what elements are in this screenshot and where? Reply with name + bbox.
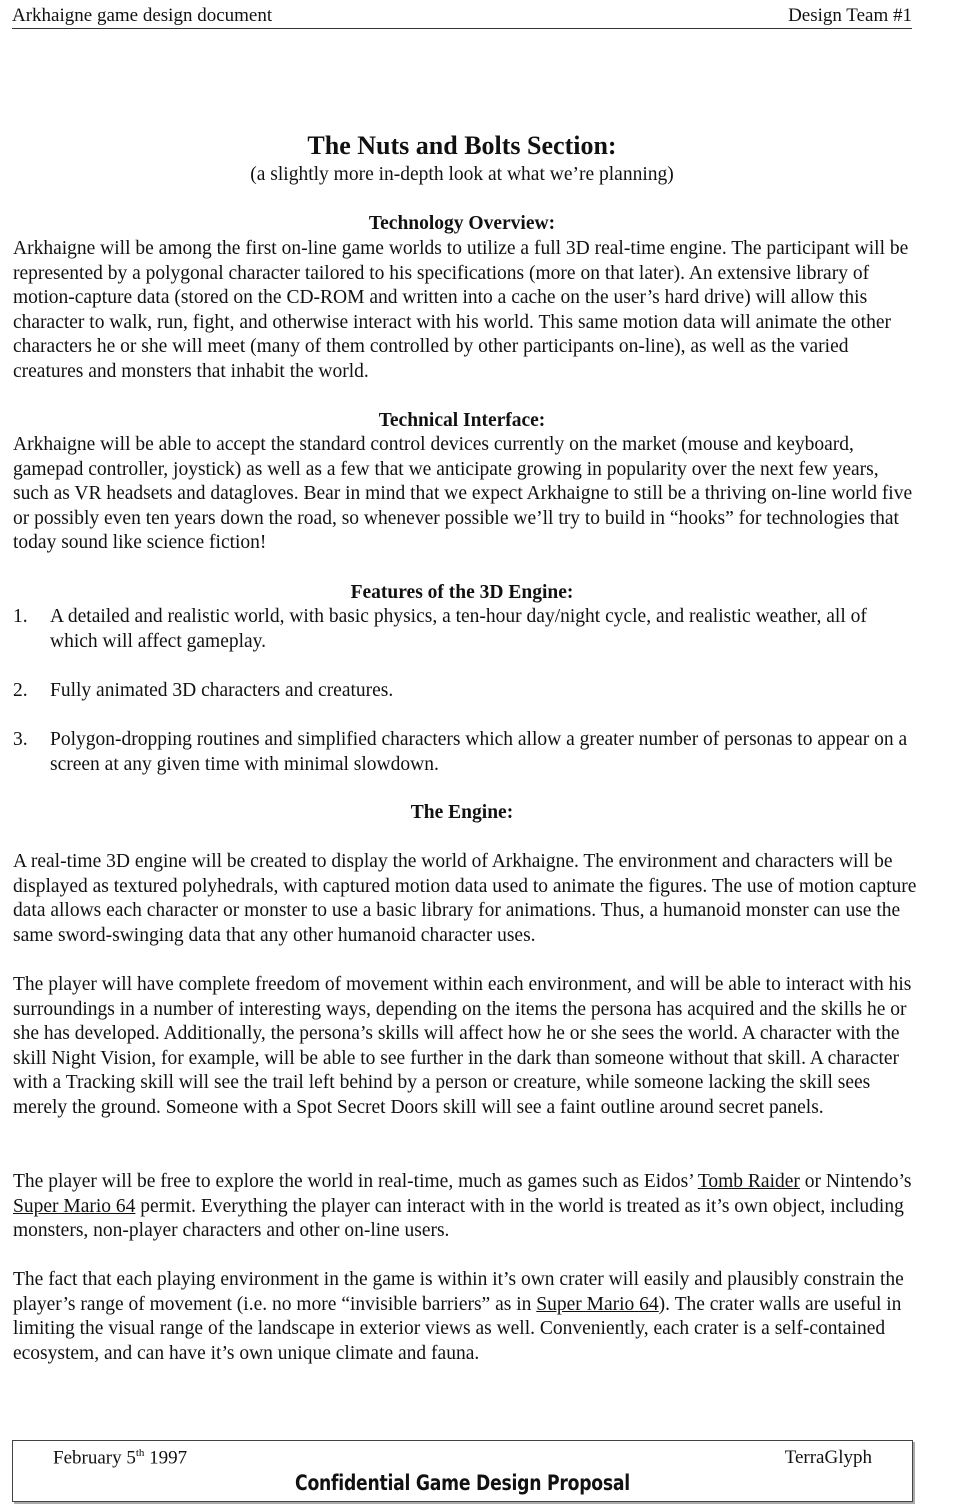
heading-features: Features of the 3D Engine: xyxy=(350,582,574,603)
game-title-super-mario-64: Super Mario 64 xyxy=(536,1293,659,1315)
page-header xyxy=(12,2,912,29)
list-text-content: A detailed and realistic world, with basic physics, a ten-hour day/night cycle, and realistic weather, all of which will affect gameplay. xyxy=(50,606,867,652)
date-text: February 5 xyxy=(53,1447,136,1469)
date-year: 1997 xyxy=(144,1447,188,1469)
paragraph-engine-4 xyxy=(13,1268,918,1366)
text-run: The fact that each playing environment in the game is within it’s own crater will easily and plausibly constrain the player’s range of movement (i.e. no more “invisible barriers” as in xyxy=(13,1269,904,1315)
header-doc-title: Arkhaigne game design document xyxy=(12,5,273,26)
heading-engine: The Engine: xyxy=(410,802,514,823)
list-number: 2. xyxy=(13,680,28,701)
list-text xyxy=(50,605,918,654)
footer-company: TerraGlyph xyxy=(784,1447,872,1468)
heading-technology-overview: Technology Overview: xyxy=(368,213,556,234)
list-text: Fully animated 3D characters and creatures. xyxy=(50,680,394,701)
list-text: Polygon-dropping routines and simplified characters which allow a greater number of personas to appear on a screen at any given time with minimal slowdown. xyxy=(50,729,908,775)
section-subtitle: (a slightly more in-depth look at what we’re planning) xyxy=(250,164,674,185)
text-run: or Nintendo’s xyxy=(799,1171,912,1192)
game-title-tomb-raider: Tomb Raider xyxy=(697,1171,800,1192)
text-run: ). The crater walls are useful in limiting the visual range of the landscape in exterior views as well. Conveniently, each crater is a self-contained ecosystem, and can have it’s own unique climate and fauna. xyxy=(13,1293,902,1364)
game-title-super-mario-64: Super Mario 64 xyxy=(13,1195,136,1217)
list-number: 3. xyxy=(13,729,28,750)
text-run: permit. Everything the player can interact with in the world is treated as it’s own object, including monsters, non-player characters and other on-line users. xyxy=(13,1195,904,1242)
paragraph-technology-overview: Arkhaigne will be among the first on-line game worlds to utilize a full 3D real-time engine. The participant will be represented by a polygonal character tailored to his specifications (more on that later). An extensive library of motion-capture data (stored on the CD-ROM and written into a cache on the user’s hard drive) will allow this character to walk, run, fight, and otherwise interact with his world. This same motion data will animate the other characters he or she will meet (many of them controlled by other participants on-line), as well as the varied creatures and monsters that inhabit the world. xyxy=(13,238,909,382)
footer-date xyxy=(53,1447,187,1469)
section-title: The Nuts and Bolts Section: xyxy=(307,131,617,160)
paragraph-engine-3 xyxy=(13,1170,918,1244)
paragraph-engine-2: The player will have complete freedom of movement within each environment, and will be able to interact with his surroundings in a number of interesting ways, depending on the items the persona has acquired and the skills he or she has developed. Additionally, the persona’s skills will affect how he or she sees the world. A character with the skill Night Vision, for example, will be able to see further in the dark than someone without that skill. A character with a Tracking skill will see the trail left behind by a person or creature, while someone lacking the skill sees merely the ground. Someone with a Spot Secret Doors skill will see a faint outline around secret panels. xyxy=(13,974,912,1118)
heading-technical-interface: Technical Interface: xyxy=(378,410,546,431)
paragraph-engine-1: A real-time 3D engine will be created to display the world of Arkhaigne. The environment and characters will be displayed as textured polyhedrals, with captured motion data used to animate the figures. The use of motion capture data allows each character or monster to use a basic library for animations. Thus, a humanoid monster can use the same sword-swinging data that any other humanoid character uses. xyxy=(13,851,917,946)
confidential-banner: Confidential Game Design Proposal xyxy=(295,1471,630,1495)
list-number: 1. xyxy=(13,606,28,627)
date-suffix: th xyxy=(135,1447,145,1459)
text-run: The player will be free to explore the world in real-time, much as games such as Eidos’ xyxy=(13,1171,698,1192)
header-team: Design Team #1 xyxy=(788,5,912,26)
paragraph-technical-interface: Arkhaigne will be able to accept the standard control devices currently on the market (mouse and keyboard, gamepad controller, joystick) as well as a few that we anticipate growing in popularity over the next few years, such as VR headsets and datagloves. Bear in mind that we expect Arkhaigne to still be a thriving on-line world five or possibly even ten years down the road, so whenever possible we’ll try to build in “hooks” for technologies that today sound like science fiction! xyxy=(13,434,913,554)
page-footer xyxy=(12,1440,913,1502)
